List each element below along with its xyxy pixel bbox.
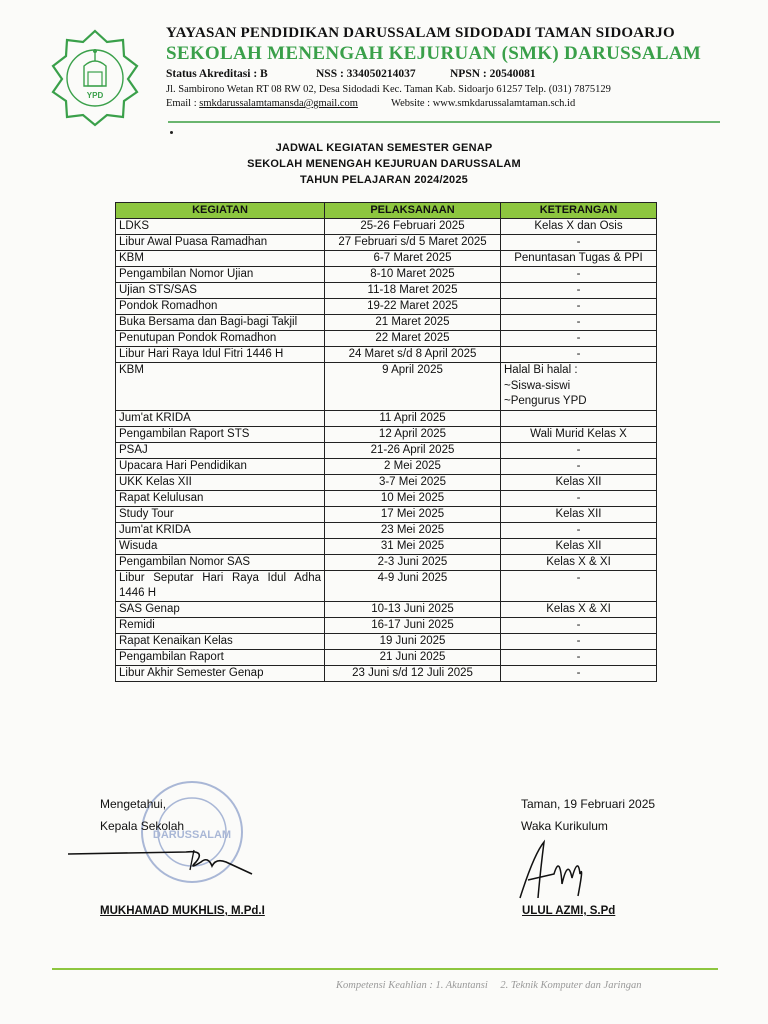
accreditation-line [166,66,726,82]
activity-cell: Pengambilan Nomor Ujian [116,267,325,283]
date-cell: 23 Juni s/d 12 Juli 2025 [325,665,501,681]
letterhead [166,24,726,111]
table-row [116,458,657,474]
note-cell: Kelas X & XI [501,601,657,617]
activity-cell: Wisuda [116,538,325,554]
principal-signature-block [100,793,184,837]
date-cell: 25-26 Februari 2025 [325,219,501,235]
activity-cell: Pondok Romadhon [116,299,325,315]
email-link[interactable]: smkdarussalamtamansda@gmail.com [199,98,358,109]
title-line-1: JADWAL KEGIATAN SEMESTER GENAP [275,142,493,154]
title-line-3: TAHUN PELAJARAN 2024/2025 [299,174,469,186]
date-cell: 21 Maret 2025 [325,315,501,331]
table-row [116,601,657,617]
date-cell: 22 Maret 2025 [325,331,501,347]
note-cell: Kelas X dan Osis [501,219,657,235]
date-cell: 2-3 Juni 2025 [325,554,501,570]
nss-number: NSS : 334050214037 [316,68,416,80]
curriculum-signature [514,834,594,904]
acknowledged-label: Mengetahui, [100,797,167,811]
date-cell: 12 April 2025 [325,426,501,442]
place-date: Taman, 19 Februari 2025 [521,797,656,811]
note-cell: - [501,665,657,681]
activity-cell: Libur Akhir Semester Genap [116,665,325,681]
date-cell: 31 Mei 2025 [325,538,501,554]
date-cell: 6-7 Maret 2025 [325,251,501,267]
note-cell: - [501,458,657,474]
website-text: Website : www.smkdarussalamtaman.sch.id [391,98,576,109]
table-row [116,331,657,347]
table-row [116,649,657,665]
activity-cell: KBM [116,251,325,267]
note-cell: - [501,617,657,633]
table-row [116,315,657,331]
email-label: Email : [166,98,200,109]
activity-cell: Rapat Kelulusan [116,490,325,506]
table-row [116,633,657,649]
date-cell: 19 Juni 2025 [325,633,501,649]
school-address: Jl. Sambirono Wetan RT 08 RW 02, Desa Sidodadi Kec. Taman Kab. Sidoarjo 61257 Telp. (031) 7875129 [166,84,611,95]
svg-text:YPD: YPD [86,91,104,100]
date-cell: 11-18 Maret 2025 [325,283,501,299]
table-row [116,219,657,235]
note-cell: - [501,522,657,538]
activity-cell: Remidi [116,617,325,633]
activity-cell: KBM [116,363,325,411]
note-cell: Penuntasan Tugas & PPI [501,251,657,267]
footer-competency-2: 2. Teknik Komputer dan Jaringan [500,980,642,991]
activity-cell: Libur Awal Puasa Ramadhan [116,235,325,251]
activity-cell: Ujian STS/SAS [116,283,325,299]
date-cell: 9 April 2025 [325,363,501,411]
footer-competencies [336,980,651,991]
curriculum-name: ULUL AZMI, S.Pd [522,905,616,917]
dot-mark [170,131,173,134]
table-row [116,347,657,363]
activity-cell: PSAJ [116,442,325,458]
activity-cell: Pengambilan Raport STS [116,426,325,442]
table-row [116,522,657,538]
date-cell: 10 Mei 2025 [325,490,501,506]
table-row [116,554,657,570]
activity-cell: Upacara Hari Pendidikan [116,458,325,474]
activity-cell: Buka Bersama dan Bagi-bagi Takjil [116,315,325,331]
date-cell: 19-22 Maret 2025 [325,299,501,315]
footer-competency-1: Kompetensi Keahlian : 1. Akuntansi [336,980,488,991]
note-cell: - [501,267,657,283]
npsn-number: NPSN : 20540081 [450,68,536,80]
schedule-table [115,202,657,682]
activity-cell: Jum'at KRIDA [116,410,325,426]
note-cell: - [501,649,657,665]
date-cell: 11 April 2025 [325,410,501,426]
note-cell: - [501,331,657,347]
note-line: ~Pengurus YPD [504,395,587,407]
date-cell: 4-9 Juni 2025 [325,570,501,601]
activity-cell: LDKS [116,219,325,235]
principal-name: MUKHAMAD MUKHLIS, M.Pd.I [100,905,265,917]
note-cell: - [501,442,657,458]
note-cell: Kelas XII [501,538,657,554]
date-cell: 24 Maret s/d 8 April 2025 [325,347,501,363]
date-cell: 27 Februari s/d 5 Maret 2025 [325,235,501,251]
header-kegiatan: KEGIATAN [116,203,325,219]
note-cell: Kelas X & XI [501,554,657,570]
activity-cell: Libur Seputar Hari Raya Idul Adha 1446 H [116,570,325,601]
note-cell [501,410,657,426]
date-cell: 10-13 Juni 2025 [325,601,501,617]
table-row [116,267,657,283]
school-logo [44,28,146,128]
contact-line [166,97,726,111]
table-row [116,299,657,315]
date-cell: 8-10 Maret 2025 [325,267,501,283]
footer-divider [52,968,718,970]
activity-cell: Penutupan Pondok Romadhon [116,331,325,347]
school-name: SEKOLAH MENENGAH KEJURUAN (SMK) DARUSSALAM [166,43,702,64]
note-cell [501,363,657,411]
table-row [116,474,657,490]
principal-title: Kepala Sekolah [100,819,185,833]
note-cell: - [501,283,657,299]
foundation-name: YAYASAN PENDIDIKAN DARUSSALAM SIDODADI TAMAN SIDOARJO [166,25,675,41]
date-cell: 21-26 April 2025 [325,442,501,458]
table-row [116,235,657,251]
table-row [116,426,657,442]
title-line-2: SEKOLAH MENENGAH KEJURUAN DARUSSALAM [247,158,521,170]
note-cell: Wali Murid Kelas X [501,426,657,442]
note-cell: - [501,235,657,251]
table-row [116,538,657,554]
note-cell: - [501,299,657,315]
activity-cell: Rapat Kenaikan Kelas [116,633,325,649]
table-row [116,665,657,681]
date-cell: 17 Mei 2025 [325,506,501,522]
activity-cell: Jum'at KRIDA [116,522,325,538]
activity-cell: Libur Hari Raya Idul Fitri 1446 H [116,347,325,363]
curriculum-signature-block [521,793,655,837]
activity-cell: Pengambilan Nomor SAS [116,554,325,570]
note-cell: - [501,490,657,506]
header-divider [168,121,720,123]
activity-cell: UKK Kelas XII [116,474,325,490]
header-pelaksanaan: PELAKSANAAN [325,203,501,219]
table-row [116,251,657,267]
note-cell: - [501,570,657,601]
activity-cell: Study Tour [116,506,325,522]
activity-cell: Pengambilan Raport [116,649,325,665]
table-row [116,617,657,633]
note-cell: Kelas XII [501,506,657,522]
table-row [116,283,657,299]
note-cell: - [501,347,657,363]
table-row [116,490,657,506]
curriculum-title: Waka Kurikulum [521,819,608,833]
table-row [116,363,657,411]
table-header-row [116,203,657,219]
table-row [116,442,657,458]
note-line: ~Siswa-siswi [504,379,571,392]
svg-text:DARUSSALAM: DARUSSALAM [152,829,232,841]
date-cell: 16-17 Juni 2025 [325,617,501,633]
date-cell: 2 Mei 2025 [325,458,501,474]
date-cell: 23 Mei 2025 [325,522,501,538]
note-cell: - [501,633,657,649]
principal-signature [66,840,266,890]
table-row [116,570,657,601]
note-line: Halal Bi halal : [504,364,578,376]
table-row [116,506,657,522]
date-cell: 21 Juni 2025 [325,649,501,665]
note-cell: Kelas XII [501,474,657,490]
note-cell: - [501,315,657,331]
document-title [0,140,768,188]
table-row [116,410,657,426]
activity-cell: SAS Genap [116,601,325,617]
accreditation-status: Status Akreditasi : B [166,68,268,80]
header-keterangan: KETERANGAN [501,203,657,219]
date-cell: 3-7 Mei 2025 [325,474,501,490]
schedule-table-body [116,219,657,682]
